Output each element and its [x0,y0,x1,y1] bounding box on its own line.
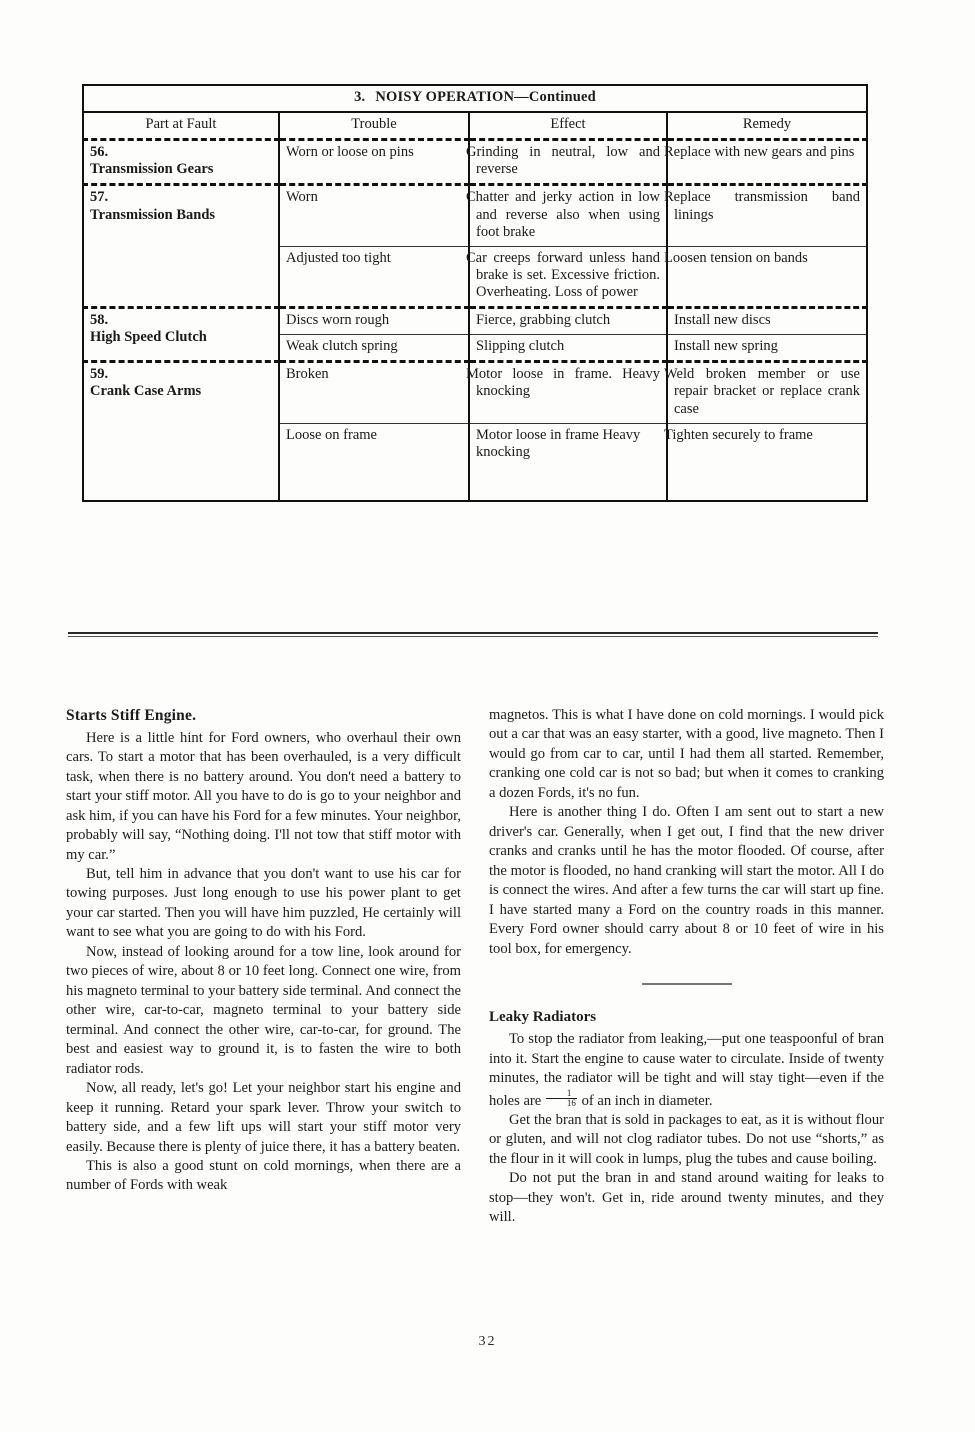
column-header-effect: Effect [469,112,667,140]
table-title [83,85,867,112]
table-header-row [83,112,867,140]
spacer-cell [469,466,667,501]
subsection-divider [642,983,732,985]
fraction-one-sixteenth [546,1089,577,1108]
part-number: 57. [90,189,109,206]
remedy-cell: Weld broken member or use repair bracket or replace crank case [667,362,867,423]
article-body [66,706,884,1228]
part-number: 58. [90,312,109,329]
column-header-remedy: Remedy [667,112,867,140]
trouble-cell: Weak clutch spring [279,335,469,362]
effect-cell: Fierce, grabbing clutch [469,308,667,335]
part-at-fault-cell [83,185,279,308]
paragraph: Now, instead of looking around for a tow line, look around for two pieces of wire, about 8 or 10 feet long. Connect one wire, from his magneto terminal to your battery side terminal. And connect the other wire, car-to-car, magneto terminal to your battery side terminal. And connect the other wire, car-to-car, for ground. The best and easiest way to ground it, is to fasten the wire to both radiator rods. [66,943,461,1077]
table-title-text: NOISY OPERATION—Continued [375,89,596,105]
table-title-row [83,85,867,112]
spacer-cell [279,466,469,501]
effect-cell: Motor loose in frame Heavy knocking [469,423,667,466]
paragraph: But, tell him in advance that you don't want to use his car for towing purposes. Just long enough to use his power plant to get your car started. Then you will have him puzzled, He certainly will want to see what you are going to do with his Ford. [66,865,461,941]
paragraph-text-before-fraction: To stop the radiator from leaking,—put one teaspoonful of bran into it. Start the engine to cause water to circulate. Inside of twenty minutes, the radiator will be tight and will stay tight—even if the holes are [489,1031,884,1109]
column-header-trouble: Trouble [279,112,469,140]
effect-cell: Slipping clutch [469,335,667,362]
divider-line-bottom [68,636,878,637]
noisy-operation-table-container [82,84,866,502]
part-at-fault-cell [83,308,279,362]
paragraph: Here is another thing I do. Often I am sent out to start a new driver's car. Generally, when I get out, I find that the new driver cranks and cranks until he has the motor flooded. Of course, after the motor is flooded, no hand cranking will start the motor. All I do is connect the wires. And after a few turns the car will start up fine. I have started many a Ford on the country roads in this manner. Every Ford owner should carry about 8 or 10 feet of wire in his tool box, for emergency. [489,804,884,957]
section-heading-leaky-radiators: Leaky Radiators [489,1009,597,1026]
spacer-cell [667,466,867,501]
section-divider-rule [68,632,878,637]
trouble-cell: Loose on frame [279,423,469,466]
part-at-fault-cell [83,362,279,466]
table-row [83,185,867,246]
part-name: Transmission Bands [90,206,216,223]
effect-cell: Chatter and jerky action in low and reverse also when using foot brake [469,185,667,246]
remedy-cell: Install new spring [667,335,867,362]
fraction-denominator: 16 [566,1097,576,1108]
paragraph: Get the bran that is sold in packages to eat, as it is without flour or gluten, and will not clog radiator tubes. Do not use “shorts,” as the flour in it will cook in lumps, plug the tubes and cause boiling. [489,1111,884,1167]
paragraph: Do not put the bran in and stand around waiting for leaks to stop—they won't. Get in, ride around twenty minutes, and they will. [489,1170,884,1226]
trouble-cell: Discs worn rough [279,308,469,335]
spacer-cell [83,466,279,501]
part-at-fault-cell [83,140,279,185]
trouble-cell: Worn [279,185,469,246]
paragraph: magnetos. This is what I have done on cold mornings. I would pick out a car that was an easy starter, with a good, live magneto. Then I would go from car to car, until I had them all started. Remember, cranking one cold car is not so bad; but when it comes to cranking a dozen Fords, it's no fun. [489,707,884,801]
column-header-part-at-fault: Part at Fault [83,112,279,140]
table-row [83,140,867,185]
section-heading-starts-stiff-engine: Starts Stiff Engine. [66,707,197,724]
remedy-cell: Replace with new gears and pins [667,140,867,185]
paragraph: Now, all ready, let's go! Let your neighbor start his engine and keep it running. Retard your spark lever. Throw your switch to battery side, and a few lift ups will start your stiff motor very easily. Because there is plenty of juice there, it has a battery beaten. [66,1080,461,1155]
part-name: Transmission Gears [90,161,214,178]
table-title-number: 3. [354,89,366,105]
divider-line-top [68,632,878,634]
remedy-cell: Tighten securely to frame [667,423,867,466]
paragraph-with-fraction [489,1030,884,1111]
effect-cell: Car creeps forward unless hand brake is set. Excessive friction. Overheating. Loss of power [469,246,667,307]
paragraph: Here is a little hint for Ford owners, who overhaul their own cars. To start a motor that has been overhauled, is a very difficult task, when there is no battery around. You don't need a battery to start your stiff motor. All you have to do is go to your neighbor and ask him, if you can have his Ford for a few minutes. Your neighbor, probably will say, “Nothing doing. I'll not tow that stiff motor with my car.” [66,729,461,863]
article-right-column [489,706,884,1228]
table-row [83,362,867,423]
paragraph-text-after-fraction: of an inch in diameter. [577,1092,713,1109]
table-row [83,308,867,335]
page-number: 32 [478,1334,497,1349]
part-name: Crank Case Arms [90,383,202,400]
table-bottom-spacer-row [83,466,867,501]
remedy-cell: Install new discs [667,308,867,335]
remedy-cell: Replace transmission band linings [667,185,867,246]
trouble-cell: Adjusted too tight [279,246,469,307]
trouble-cell: Worn or loose on pins [279,140,469,185]
remedy-cell: Loosen tension on bands [667,246,867,307]
part-number: 59. [90,366,109,383]
noisy-operation-table [82,84,868,502]
trouble-cell: Broken [279,362,469,423]
effect-cell: Motor loose in frame. Heavy knocking [469,362,667,423]
part-name: High Speed Clutch [90,329,207,346]
effect-cell: Grinding in neutral, low and reverse [469,140,667,185]
fraction-numerator: 1 [546,1089,577,1099]
paragraph: This is also a good stunt on cold mornings, when there are a number of Fords with weak [66,1158,461,1194]
article-left-column [66,706,461,1228]
part-number: 56. [90,144,109,161]
